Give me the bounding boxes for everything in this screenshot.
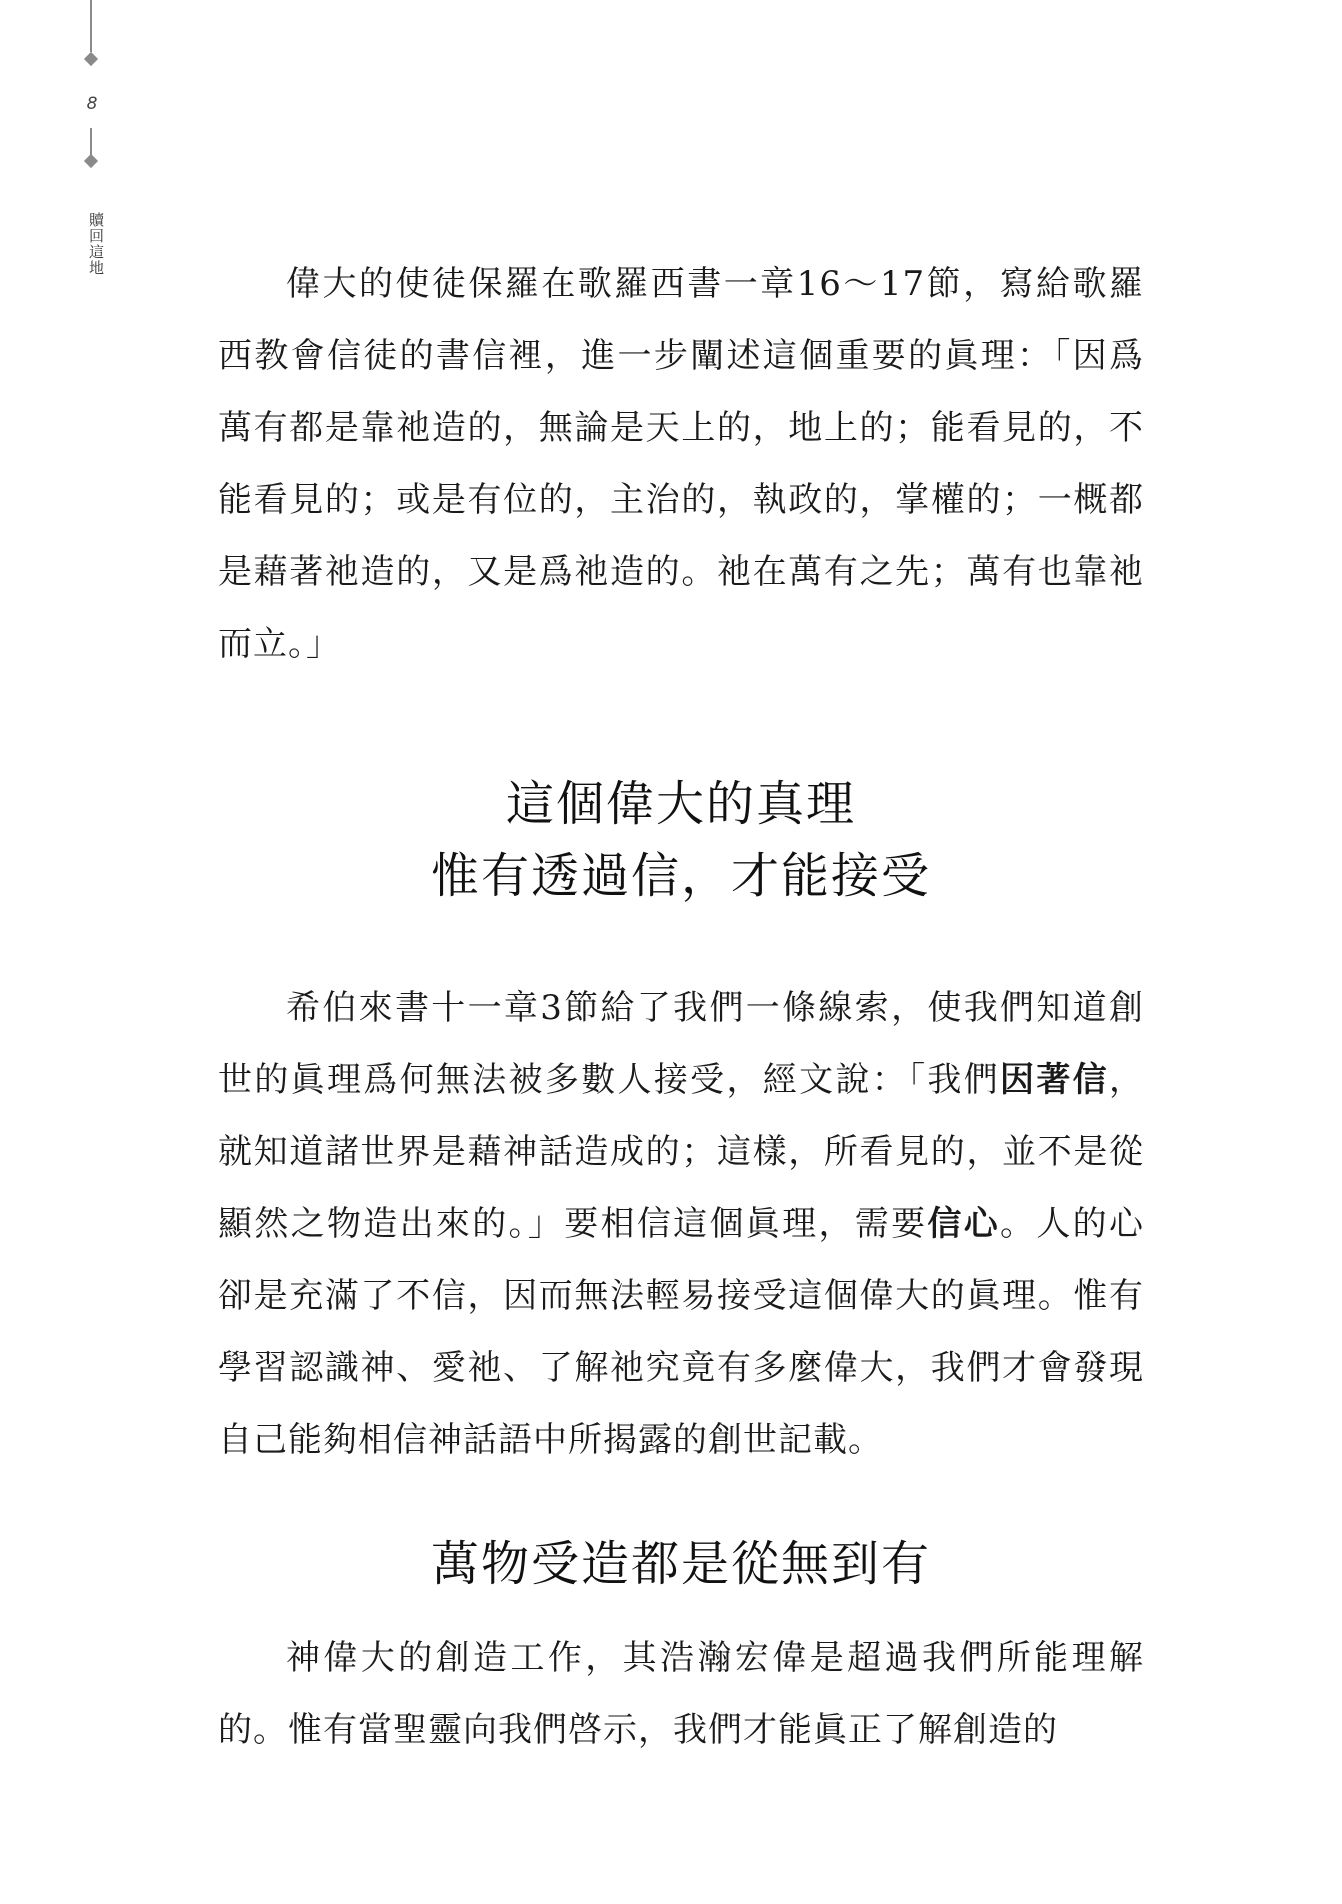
paragraph-2-emphasis-faith: 因著信 [1000,1060,1110,1100]
section-heading-1-line-1: 這個偉大的真理 [505,776,856,832]
page-number: 8 [86,94,98,114]
margin-diamond-top [84,52,98,66]
body-paragraph-1: 偉大的使徒保羅在歌羅西書一章16～17節，寫給歌羅西教會信徒的書信裡，進一步闡述這個重要的眞理：「因爲萬有都是靠祂造的，無論是天上的，地上的；能看見的，不能看見的；或是有位的，主治的，執政的，掌權的；一概都是藉著祂造的，又是爲祂造的。祂在萬有之先；萬有也靠祂而立。」 [218,264,1144,664]
running-head: 贖回這地 [87,212,105,276]
margin-rule-top [90,0,92,52]
section-heading-2: 萬物受造都是從無到有 [430,1536,931,1592]
paragraph-2-text-1: 希伯來書十一章3節給了我們一條線索，使我們知道創世的眞理爲何無法被多數人接受，經文說：「我們 [218,988,1144,1100]
body-paragraph-3: 神偉大的創造工作，其浩瀚宏偉是超過我們所能理解的。惟有當聖靈向我們啓示，我們才能眞正了解創造的 [218,1638,1144,1750]
body-paragraph-2 [218,972,1144,1476]
section-heading-1-line-2: 惟有透過信，才能接受 [430,848,931,904]
paragraph-2-text-3: 。人的心卻是充滿了不信，因而無法輕易接受這個偉大的眞理。惟有學習認識神、愛祂、了解祂究竟有多麼偉大，我們才會發現自己能夠相信神話語中所揭露的創世記載。 [218,1204,1145,1460]
paragraph-2-text-2: ，就知道諸世界是藉神話造成的；這樣，所看見的，並不是從顯然之物造出來的。」要相信這個眞理，需要 [218,1060,1145,1244]
margin-diamond-bottom [84,154,98,168]
paragraph-2-emphasis-faith-heart: 信心 [927,1204,1001,1244]
